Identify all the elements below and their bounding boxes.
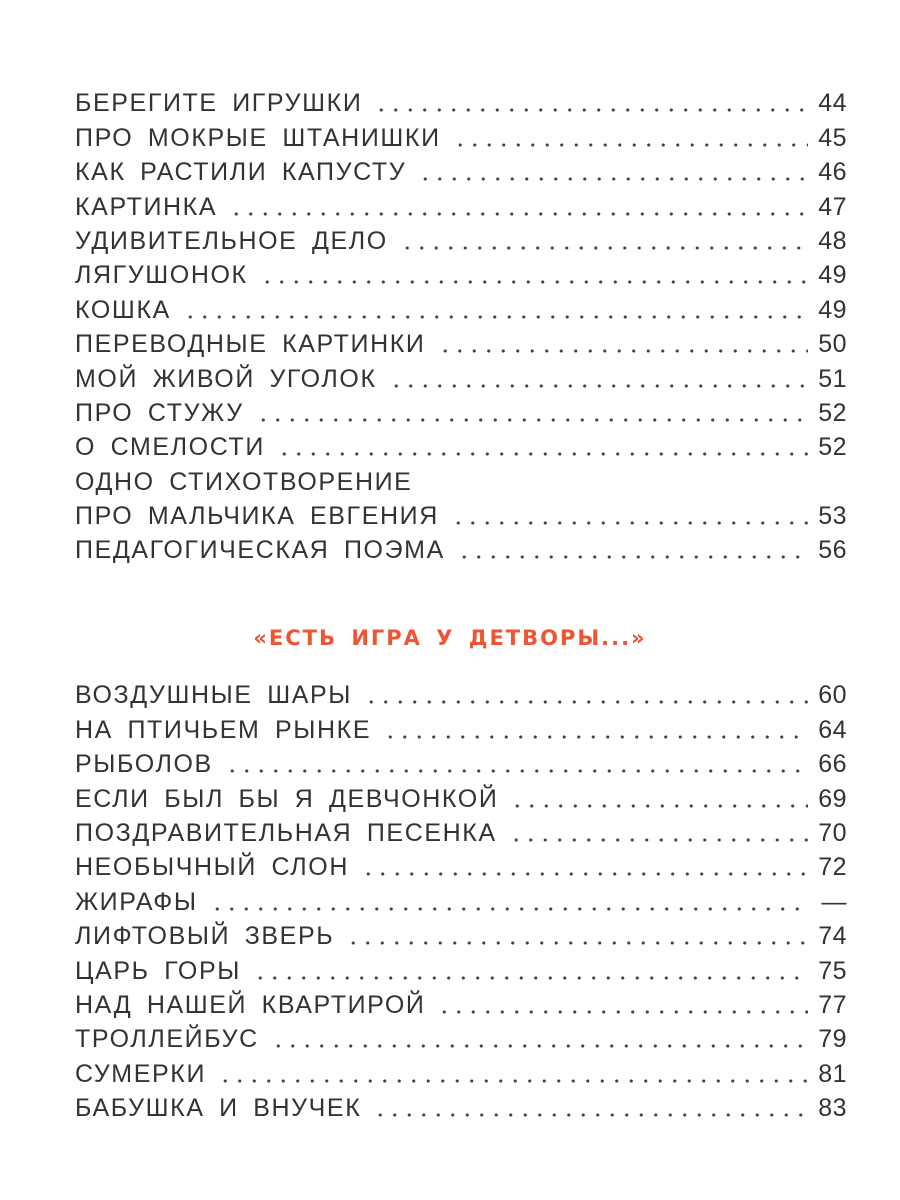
dot-leader [277, 452, 808, 456]
entry-title: ВОЗДУШНЫЕ ШАРЫ [75, 681, 352, 710]
entry-title: КОШКА [75, 295, 171, 324]
entry-title: ЛИФТОВЫЙ ЗВЕРЬ [75, 922, 335, 951]
toc-section-2 [75, 676, 847, 1123]
entry-title: ТРОЛЛЕЙБУС [75, 1025, 259, 1054]
entry-title: ПРО МОКРЫЕ ШТАНИШКИ [75, 123, 441, 152]
dot-leader [509, 838, 808, 842]
toc-entry [75, 1054, 847, 1088]
dot-leader [225, 769, 808, 773]
entry-title: СУМЕРКИ [75, 1059, 207, 1088]
entry-title: О СМЕЛОСТИ [75, 433, 265, 462]
dot-leader [383, 735, 808, 739]
dot-leader [346, 941, 808, 945]
toc-entry [75, 814, 847, 848]
toc-entry [75, 325, 847, 359]
dot-leader [271, 1044, 808, 1048]
dot-leader [361, 872, 808, 876]
entry-title: ЕСЛИ БЫЛ БЫ Я ДЕВЧОНКОЙ [75, 784, 499, 813]
toc-entry [75, 745, 847, 779]
entry-page-number: 79 [818, 1025, 847, 1054]
dot-leader [183, 315, 808, 319]
toc-entry [75, 531, 847, 565]
dot-leader [438, 349, 809, 353]
dot-leader [400, 246, 808, 250]
toc-entry [75, 986, 847, 1020]
toc-entry [75, 1089, 847, 1123]
entry-page-number: 83 [818, 1094, 847, 1123]
entry-title: ЖИРАФЫ [75, 887, 198, 916]
entry-title: УДИВИТЕЛЬНОЕ ДЕЛО [75, 226, 388, 255]
entry-title: КАК РАСТИЛИ КАПУСТУ [75, 158, 407, 187]
entry-title: НА ПТИЧЬЕМ РЫНКЕ [75, 715, 372, 744]
entry-title: ОДНО СТИХОТВОРЕНИЕ [75, 467, 413, 496]
dot-leader [256, 418, 808, 422]
dot-leader [457, 555, 808, 559]
entry-page-number: 49 [818, 261, 847, 290]
entry-title-line-2 [75, 497, 847, 531]
toc-entry [75, 290, 847, 324]
entry-title: НАД НАШЕЙ КВАРТИРОЙ [75, 990, 426, 1019]
entry-title: МОЙ ЖИВОЙ УГОЛОК [75, 364, 377, 393]
entry-title: ПОЗДРАВИТЕЛЬНАЯ ПЕСЕНКА [75, 818, 497, 847]
toc-entry [75, 676, 847, 710]
toc-entry [75, 359, 847, 393]
entry-title: ПЕДАГОГИЧЕСКАЯ ПОЭМА [75, 536, 445, 565]
toc-entry [75, 917, 847, 951]
dot-leader [453, 143, 809, 147]
entry-page-number: 75 [818, 956, 847, 985]
section-heading: «ЕСТЬ ИГРА У ДЕТВОРЫ...» [253, 626, 647, 650]
entry-title: ПРО МАЛЬЧИКА ЕВГЕНИЯ [75, 502, 439, 531]
entry-page-number: 69 [818, 784, 847, 813]
dot-leader [364, 700, 808, 704]
entry-page-number: 56 [818, 536, 847, 565]
entry-title: ЦАРЬ ГОРЫ [75, 956, 241, 985]
entry-page-number: 47 [818, 192, 847, 221]
dot-leader [374, 108, 808, 112]
dot-leader [210, 907, 809, 911]
toc-entry [75, 848, 847, 882]
entry-page-number: 81 [818, 1059, 847, 1088]
toc-entry [75, 710, 847, 744]
entry-title: ЛЯГУШОНОК [75, 261, 248, 290]
dot-leader [510, 804, 808, 808]
entry-page-number: 52 [818, 398, 847, 427]
toc-entry [75, 153, 847, 187]
toc-entry [75, 428, 847, 462]
entry-title: ПЕРЕВОДНЫЕ КАРТИНКИ [75, 330, 426, 359]
dot-leader [373, 1113, 808, 1117]
entry-page-number: 50 [818, 330, 847, 359]
toc-entry [75, 951, 847, 985]
entry-title: НЕОБЫЧНЫЙ СЛОН [75, 853, 350, 882]
entry-page-number: 45 [818, 123, 847, 152]
entry-page-number: 64 [818, 715, 847, 744]
entry-title: КАРТИНКА [75, 192, 218, 221]
toc-entry [75, 882, 847, 916]
toc-entry [75, 118, 847, 152]
toc-entry [75, 1020, 847, 1054]
dot-leader [389, 384, 809, 388]
toc-entry [75, 394, 847, 428]
entry-page-number: 48 [818, 226, 847, 255]
entry-page-number: 70 [818, 818, 847, 847]
entry-page-number: 60 [818, 681, 847, 710]
dot-leader [437, 1010, 808, 1014]
entry-page-number: 52 [818, 433, 847, 462]
toc-entry [75, 256, 847, 290]
entry-page-number: 72 [818, 853, 847, 882]
dot-leader [218, 1079, 808, 1083]
toc-entry [75, 462, 847, 531]
entry-page-number: 74 [818, 922, 847, 951]
dot-leader [451, 521, 808, 525]
toc-entry [75, 84, 847, 118]
dot-leader [229, 212, 808, 216]
entry-title: ПРО СТУЖУ [75, 398, 244, 427]
entry-page-number: 49 [818, 295, 847, 324]
entry-page-number: 51 [818, 364, 847, 393]
entry-page-number: — [821, 887, 847, 916]
toc-entry [75, 187, 847, 221]
entry-title-line-1 [75, 462, 847, 496]
toc-entry [75, 779, 847, 813]
dot-leader [253, 976, 808, 980]
entry-page-number: 53 [818, 502, 847, 531]
toc-entry [75, 222, 847, 256]
dot-leader [418, 177, 808, 181]
entry-title: РЫБОЛОВ [75, 750, 213, 779]
dot-leader [260, 280, 808, 284]
entry-page-number: 46 [818, 158, 847, 187]
entry-title: БАБУШКА И ВНУЧЕК [75, 1094, 362, 1123]
entry-page-number: 44 [818, 89, 847, 118]
entry-title: БЕРЕГИТЕ ИГРУШКИ [75, 89, 363, 118]
toc-section-1 [75, 84, 847, 565]
entry-page-number: 66 [818, 750, 847, 779]
entry-page-number: 77 [818, 990, 847, 1019]
